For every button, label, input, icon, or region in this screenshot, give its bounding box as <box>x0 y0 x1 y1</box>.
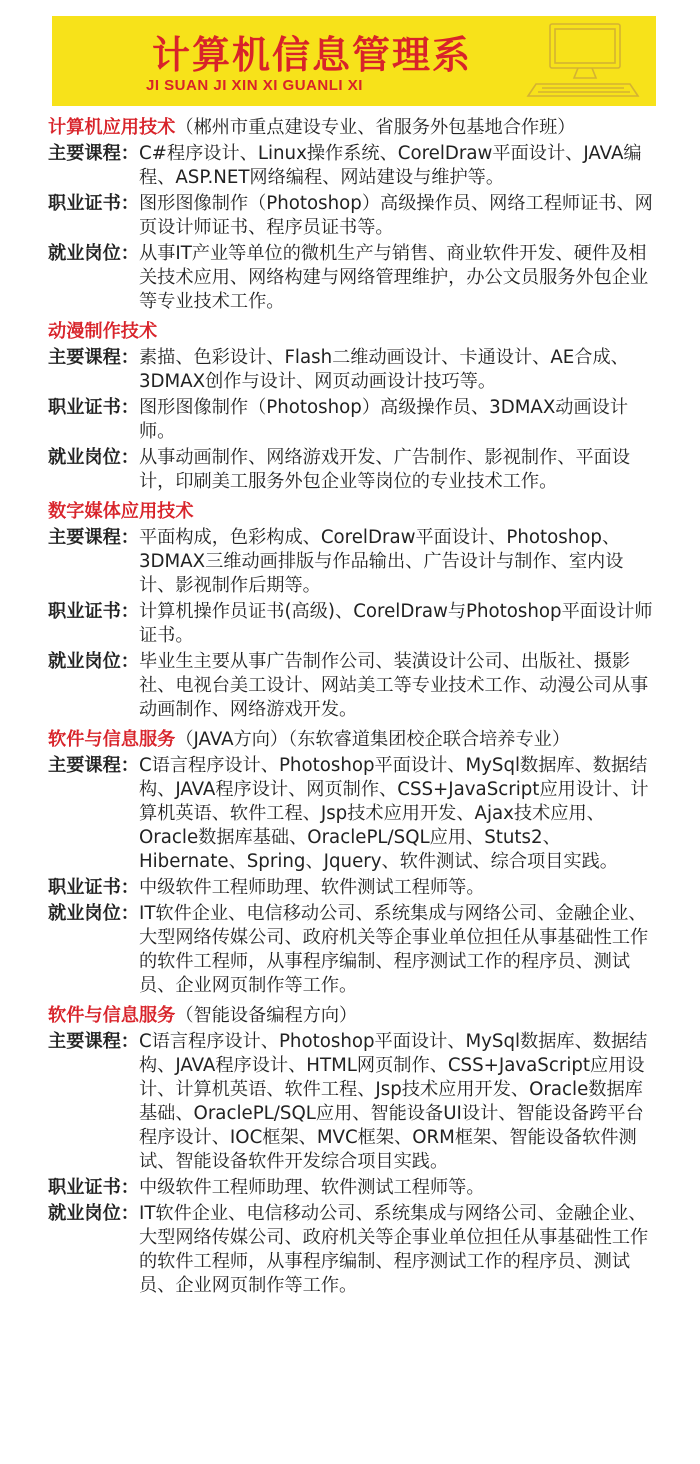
info-row <box>48 242 658 314</box>
info-label: 职业证书： <box>48 877 139 898</box>
info-text: 从事IT产业等单位的微机生产与销售、商业软件开发、硬件及相关技术应用、网络构建与网络管理维护，办公文员服务外包企业等专业技术工作。 <box>138 243 649 312</box>
page-title: 计算机信息管理系 <box>152 33 473 77</box>
program-note: （郴州市重点建设专业、省服务外包基地合作班） <box>175 117 576 138</box>
info-label: 职业证书： <box>48 193 139 214</box>
program-name: 软件与信息服务 <box>48 1005 176 1026</box>
program-list <box>48 116 658 1300</box>
info-label: 主要课程： <box>48 527 139 548</box>
info-row <box>48 1202 658 1298</box>
program-section <box>48 728 658 998</box>
info-row <box>48 346 658 394</box>
info-text: 中级软件工程师助理、软件测试工程师等。 <box>138 877 485 898</box>
program-heading <box>48 500 658 524</box>
program-section <box>48 500 658 722</box>
program-name: 数字媒体应用技术 <box>48 501 194 522</box>
program-heading <box>48 320 658 344</box>
program-note: （JAVA方向）（东软睿道集团校企联合培养专业） <box>175 729 571 750</box>
info-label: 主要课程： <box>48 143 139 164</box>
info-text: 图形图像制作（Photoshop）高级操作员、3DMAX动画设计师。 <box>138 397 629 442</box>
info-row <box>48 192 658 240</box>
program-name: 软件与信息服务 <box>48 729 176 750</box>
info-row <box>48 1030 658 1174</box>
info-label: 就业岗位： <box>48 243 139 264</box>
page-subtitle: JI SUAN JI XIN XI GUANLI XI <box>146 77 363 94</box>
info-text: C语言程序设计、Photoshop平面设计、MySql数据库、数据结构、JAVA程序设计、HTML网页制作、CSS+JavaScript应用设计、计算机英语、软件工程、Jsp技术应用开发、Oracle数据库基础、OraclePL/SQL应用、智能设备UI设计、智能设备跨平台程序设计、IOC框架、MVC框架、ORM框架、智能设备软件测试、智能设备软件开发综合项目实践。 <box>138 1031 648 1172</box>
program-section <box>48 116 658 314</box>
info-text: 计算机操作员证书(高级)、CorelDraw与Photoshop平面设计师证书。 <box>138 601 653 646</box>
program-note: （智能设备编程方向） <box>175 1005 358 1026</box>
info-label: 主要课程： <box>48 1031 139 1052</box>
info-label: 就业岗位： <box>48 447 139 468</box>
info-label: 就业岗位： <box>48 1203 139 1224</box>
info-row <box>48 902 658 998</box>
info-label: 就业岗位： <box>48 903 139 924</box>
program-name: 动漫制作技术 <box>48 321 158 342</box>
info-text: C语言程序设计、Photoshop平面设计、MySql数据库、数据结构、JAVA程序设计、网页制作、CSS+JavaScript应用设计、计算机英语、软件工程、Jsp技术应用开发、Ajax技术应用、Oracle数据库基础、OraclePL/SQL应用、Stuts2、Hibernate、Spring、Jquery、软件测试、综合项目实践。 <box>138 755 649 872</box>
info-row <box>48 142 658 190</box>
info-text: IT软件企业、电信移动公司、系统集成与网络公司、金融企业、大型网络传媒公司、政府机关等企事业单位担任从事基础性工作的软件工程师，从事程序编制、程序测试工作的程序员、测试员、企业网页制作等工作。 <box>138 903 649 996</box>
info-text: IT软件企业、电信移动公司、系统集成与网络公司、金融企业、大型网络传媒公司、政府机关等企事业单位担任从事基础性工作的软件工程师，从事程序编制、程序测试工作的程序员、测试员、企业网页制作等工作。 <box>138 1203 649 1296</box>
info-label: 主要课程： <box>48 755 139 776</box>
program-heading <box>48 1004 658 1028</box>
info-row <box>48 396 658 444</box>
header-banner <box>52 16 656 106</box>
info-text: 中级软件工程师助理、软件测试工程师等。 <box>138 1177 485 1198</box>
program-heading <box>48 116 658 140</box>
info-text: 从事动画制作、网络游戏开发、广告制作、影视制作、平面设计，印刷美工服务外包企业等岗位的专业技术工作。 <box>138 447 631 492</box>
info-text: 素描、色彩设计、Flash二维动画设计、卡通设计、AE合成、3DMAX创作与设计、网页动画设计技巧等。 <box>138 347 629 392</box>
program-section <box>48 1004 658 1298</box>
info-row <box>48 754 658 874</box>
info-row <box>48 650 658 722</box>
info-row <box>48 600 658 648</box>
info-text: 平面构成，色彩构成、CorelDraw平面设计、Photoshop、3DMAX三维动画排版与作品输出、广告设计与制作、室内设计、影视制作后期等。 <box>138 527 624 596</box>
info-text: C#程序设计、Linux操作系统、CorelDraw平面设计、JAVA编程、ASP.NET网络编程、网站建设与维护等。 <box>138 143 642 188</box>
info-text: 毕业生主要从事广告制作公司、装潢设计公司、出版社、摄影社、电视台美工设计、网站美工等专业技术工作、动漫公司从事动画制作、网络游戏开发。 <box>138 651 649 720</box>
program-name: 计算机应用技术 <box>48 117 176 138</box>
info-label: 就业岗位： <box>48 651 139 672</box>
info-row <box>48 876 658 900</box>
info-text: 图形图像制作（Photoshop）高级操作员、网络工程师证书、网页设计师证书、程序员证书等。 <box>138 193 653 238</box>
computer-icon <box>522 18 650 104</box>
info-label: 职业证书： <box>48 1177 139 1198</box>
info-row <box>48 526 658 598</box>
program-section <box>48 320 658 494</box>
program-heading <box>48 728 658 752</box>
info-label: 职业证书： <box>48 397 139 418</box>
info-label: 主要课程： <box>48 347 139 368</box>
info-label: 职业证书： <box>48 601 139 622</box>
info-row <box>48 446 658 494</box>
info-row <box>48 1176 658 1200</box>
